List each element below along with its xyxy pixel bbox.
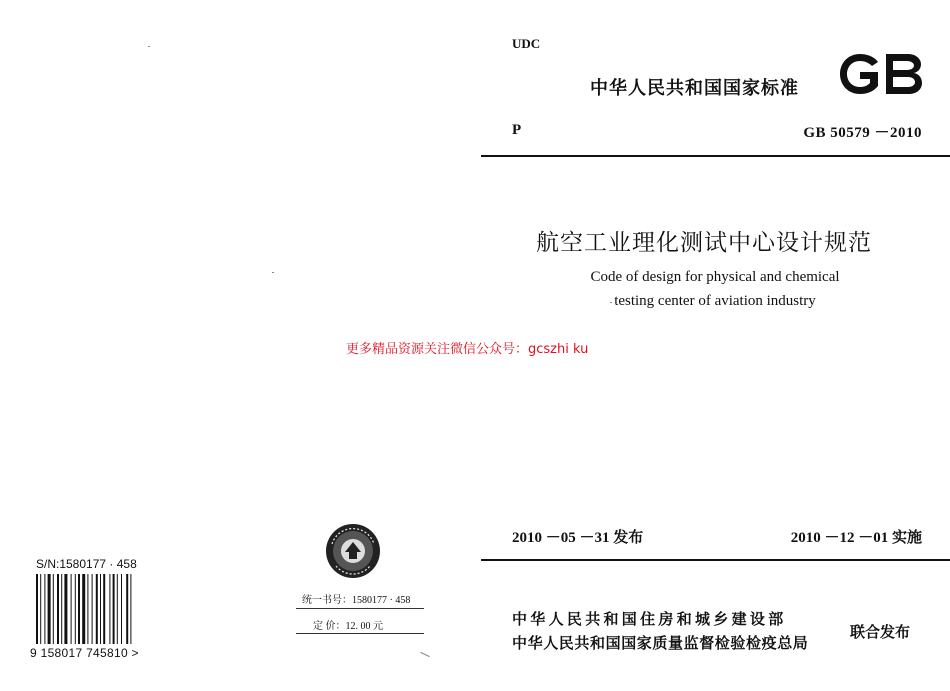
unified-book-number: 统一书号：1580177 · 458 <box>302 595 411 606</box>
footer-divider <box>481 559 950 561</box>
publication-divider <box>296 608 424 609</box>
barcode-bar <box>87 574 88 644</box>
title-chinese: 航空工业理化测试中心设计规范 <box>536 230 872 256</box>
barcode-icon <box>36 574 154 644</box>
barcode-bar <box>75 574 76 644</box>
barcode-bar <box>71 574 72 644</box>
barcode-digits: 9 158017 745810 > <box>30 646 139 660</box>
barcode-bar <box>82 574 85 644</box>
issuer-ministry-housing: 中华人民共和国住房和城乡建设部 <box>512 610 787 628</box>
watermark-text: 更多精品资源关注微信公众号：gcszhi ku <box>346 342 589 357</box>
standard-number: GB 50579 －2010 <box>803 125 922 141</box>
scan-speck <box>272 272 274 273</box>
barcode-bar <box>113 574 115 644</box>
barcode-bar <box>61 574 62 644</box>
barcode-bar <box>57 574 59 644</box>
issue-date: 2010 －05 －31 发布 <box>512 530 644 546</box>
title-english-line1: Code of design for physical and chemical <box>590 269 840 285</box>
price: 定 价：12. 00 元 <box>313 621 383 632</box>
barcode-bar <box>36 574 38 644</box>
barcode-bar <box>40 574 41 644</box>
barcode-bar <box>53 574 54 644</box>
barcode-bar <box>121 574 122 644</box>
title-english <box>560 265 870 313</box>
barcode-bar <box>64 574 67 644</box>
barcode-bar <box>78 574 80 644</box>
barcode-bar <box>130 574 131 644</box>
scan-speck <box>420 652 429 657</box>
barcode-bar <box>96 574 98 644</box>
barcode-bar <box>100 574 101 644</box>
barcode-bar <box>44 574 45 644</box>
gb-logo-icon <box>838 52 924 96</box>
price-underline <box>296 633 424 634</box>
barcode-bar <box>103 574 105 644</box>
header-divider <box>481 155 950 157</box>
barcode-bar <box>48 574 51 644</box>
barcode-bar <box>126 574 128 644</box>
udc-label: UDC <box>512 36 541 51</box>
barcode-bar <box>109 574 110 644</box>
barcode-bar <box>117 574 118 644</box>
scan-speck <box>148 46 150 47</box>
scan-speck <box>610 302 612 303</box>
barcode-bar <box>92 574 93 644</box>
publisher-seal-icon <box>324 522 382 580</box>
serial-number: S/N:1580177 · 458 <box>36 557 137 571</box>
title-english-line2: testing center of aviation industry <box>614 293 816 309</box>
national-standard-heading: 中华人民共和国国家标准 <box>590 78 799 99</box>
issuer-aqsiq: 中华人民共和国国家质量监督检验检疫总局 <box>512 634 809 652</box>
effective-date: 2010 －12 －01 实施 <box>790 530 922 546</box>
classification-code: P <box>512 122 522 138</box>
joint-issue-label: 联合发布 <box>850 623 911 641</box>
